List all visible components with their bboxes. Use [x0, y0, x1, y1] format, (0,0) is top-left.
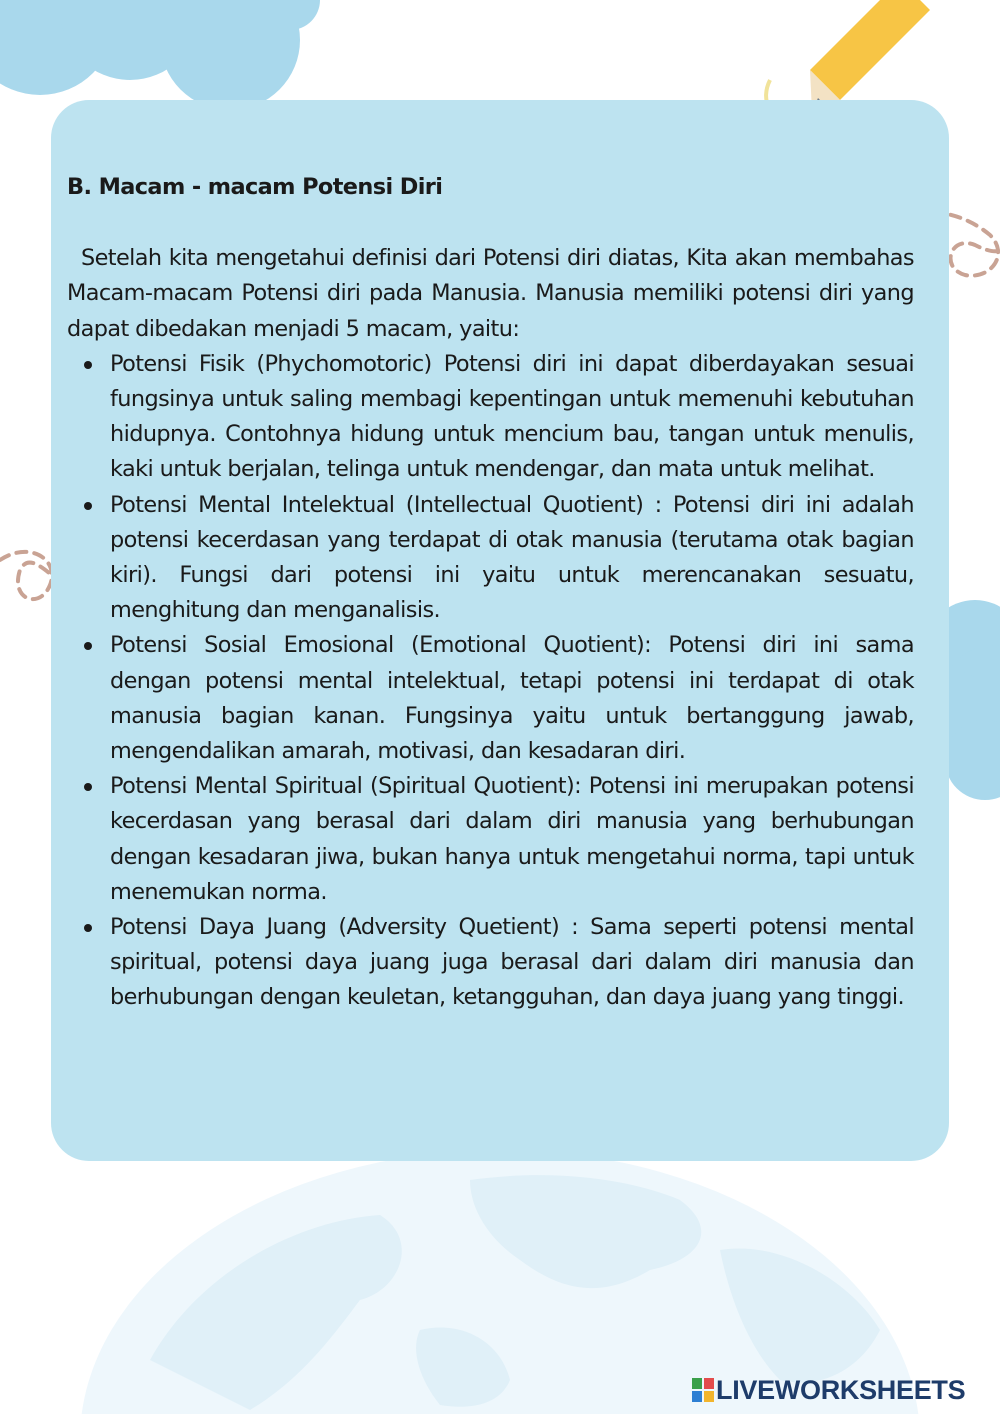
liveworksheets-brand[interactable] — [692, 1374, 965, 1406]
liveworksheets-logo-icon — [692, 1378, 714, 1402]
list-item-potensi-mental-intelektual: Potensi Mental Intelektual (Intellectual Quotient) : Potensi diri ini adalah potensi kecerdasan yang terdapat di otak manusia (terutama otak bagian kiri). Fungsi dari potensi ini yaitu untuk merencanakan sesuatu, menghitung dan menganalisis. — [110, 488, 914, 629]
cloud-top-left — [0, 0, 320, 110]
list-item-potensi-fisik: Potensi Fisik (Phychomotoric) Potensi diri ini dapat diberdayakan sesuai fungsinya untuk saling membagi kepentingan untuk memenuhi kebutuhan hidupnya. Contohnya hidung untuk mencium bau, tangan untuk menulis, kaki untuk berjalan, telinga untuk mendengar, dan mata untuk melihat. — [110, 347, 914, 488]
potensi-list — [67, 347, 914, 1016]
section-heading: B. Macam - macam Potensi Diri — [67, 174, 443, 200]
document-content — [67, 170, 914, 1016]
brand-name: LIVEWORKSHEETS — [716, 1374, 966, 1405]
list-item-potensi-mental-spiritual: Potensi Mental Spiritual (Spiritual Quotient): Potensi ini merupakan potensi kecerdasan yang berasal dari dalam diri manusia yang berhubungan dengan kesadaran jiwa, bukan hanya untuk mengetahui norma, tapi untuk menemukan norma. — [110, 769, 914, 910]
intro-paragraph: Setelah kita mengetahui definisi dari Potensi diri diatas, Kita akan membahas Macam-macam Potensi diri pada Manusia. Manusia memiliki potensi diri yang dapat dibedakan menjadi 5 macam, yaitu: — [67, 245, 914, 342]
list-item-potensi-daya-juang: Potensi Daya Juang (Adversity Quetient) : Sama seperti potensi mental spiritual, potensi daya juang juga berasal dari dalam diri manusia dan berhubungan dengan keuletan, ketangguhan, dan daya juang yang tinggi. — [110, 910, 914, 1016]
list-item-potensi-sosial-emosional: Potensi Sosial Emosional (Emotional Quotient): Potensi diri ini sama dengan potensi mental intelektual, tetapi potensi ini terdapat di otak manusia bagian kanan. Fungsinya yaitu untuk bertanggung jawab, mengendalikan amarah, motivasi, dan kesadaran diri. — [110, 628, 914, 769]
